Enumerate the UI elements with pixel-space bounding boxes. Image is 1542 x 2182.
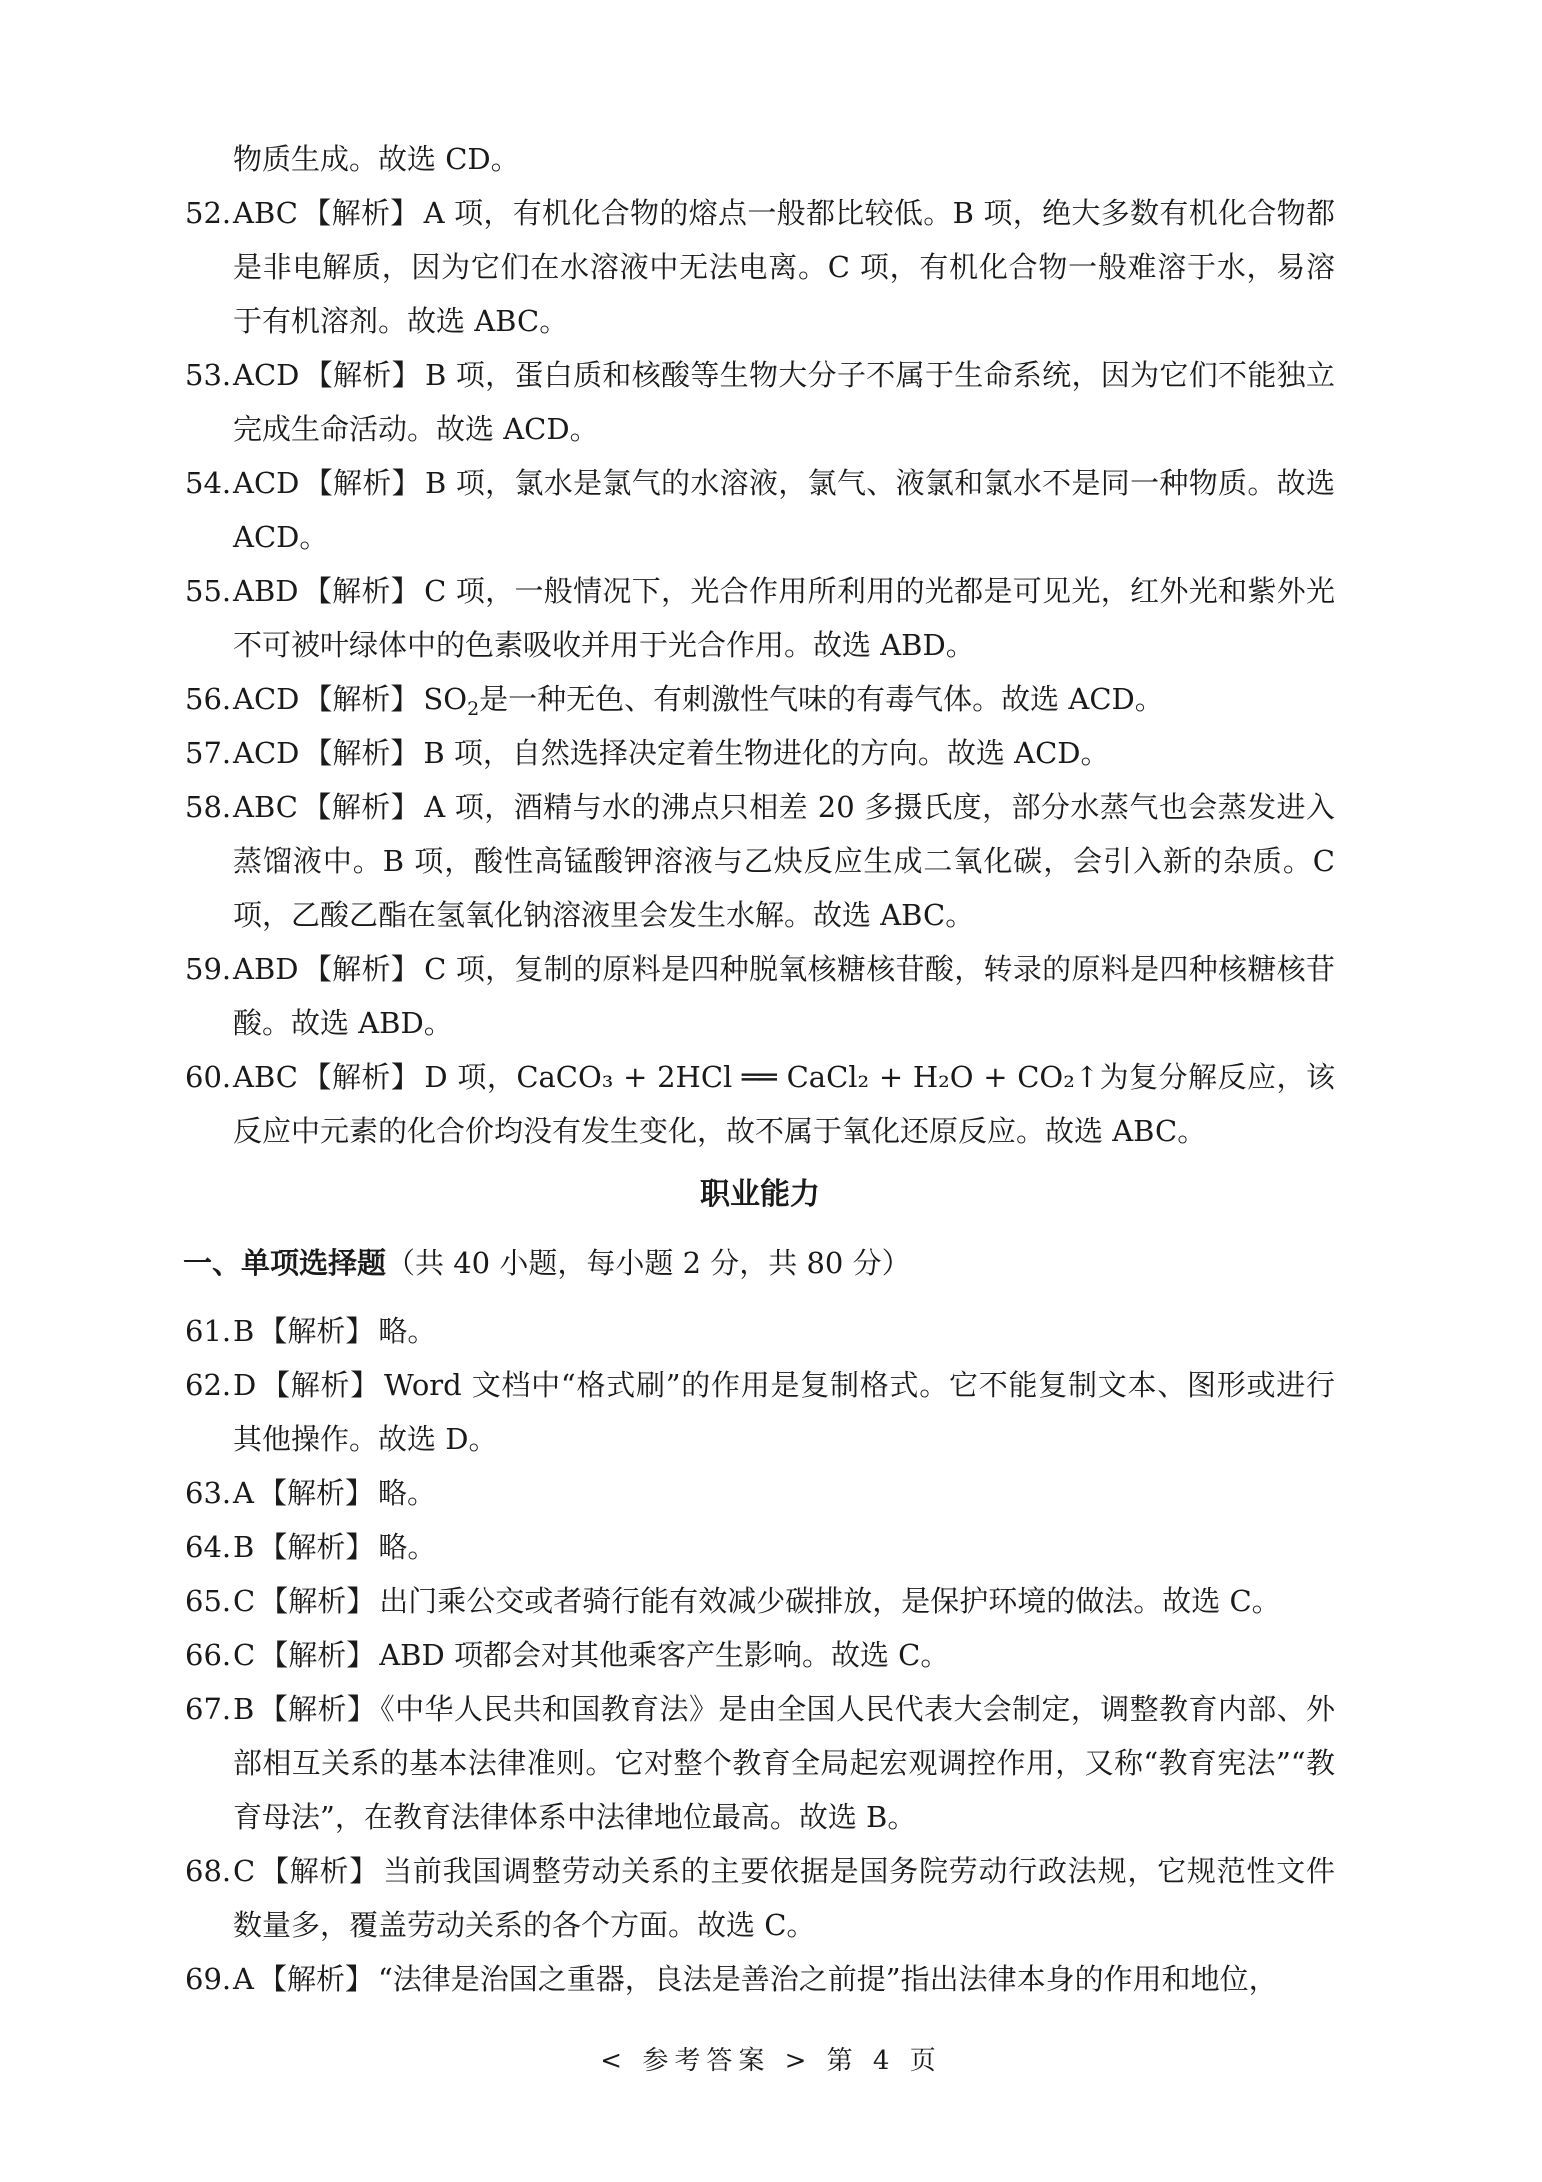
analysis-tag: 【解析】 — [301, 790, 421, 824]
analysis-tag: 【解析】 — [257, 1962, 374, 1996]
item-text: B 项，氯水是氯气的水溶液，氯气、液氯和氯水不是同一种物质。故选 ACD。 — [233, 466, 1345, 554]
item-number: 61. — [185, 1314, 232, 1348]
item-number: 64. — [185, 1530, 232, 1564]
analysis-tag: 【解析】 — [303, 682, 420, 716]
answer-item — [185, 1628, 1335, 1682]
analysis-tag: 【解析】 — [303, 466, 421, 500]
answer-item-60 — [185, 1050, 1335, 1158]
item-body — [233, 780, 1345, 942]
item-answer: ACD — [233, 682, 300, 716]
answer-item — [185, 726, 1335, 780]
item-number: 55. — [185, 574, 232, 608]
analysis-tag: 【解析】 — [303, 358, 421, 392]
analysis-tag: 【解析】 — [258, 1692, 377, 1726]
item-text: 是一种无色、有刺激性气味的有毒气体。故选 ACD。 — [479, 682, 1164, 716]
formula-so2: $SO_2$ — [423, 682, 480, 720]
answer-item — [185, 1358, 1335, 1466]
item-number: 63. — [185, 1476, 232, 1510]
item-text: C 项，一般情况下，光合作用所利用的光都是可见光，红外光和紫外光不可被叶绿体中的色素吸收并用于光合作用。故选 ABD。 — [233, 574, 1335, 662]
item-body: ABC 【解析】 D 项，CaCO₃ + 2HCl ══ CaCl₂ + H₂O + CO₂↑为复分解反应，该反应中元素的化合价均没有发生变化，故不属于氧化还原反应。故选 ABC。 — [233, 1060, 1335, 1148]
item-text: 《中华人民共和国教育法》是由全国人民代表大会制定，调整教育内部、外部相互关系的基本法律准则。它对整个教育全局起宏观调控作用，又称“教育宪法”“教育母法”，在教育法律体系中法律地位最高。故选 B。 — [233, 1692, 1335, 1834]
item-body — [233, 942, 1335, 1050]
item-text: 当前我国调整劳动关系的主要依据是国务院劳动行政法规，它规范性文件数量多，覆盖劳动关系的各个方面。故选 C。 — [233, 1854, 1335, 1942]
item-number: 66. — [185, 1638, 232, 1672]
analysis-tag: 【解析】 — [302, 574, 421, 608]
item-body — [233, 456, 1345, 564]
answer-list-vocational — [185, 1304, 1335, 2006]
item-body — [233, 1844, 1335, 1952]
item-answer: D — [233, 1368, 257, 1402]
item-answer: ACD — [233, 736, 300, 770]
item-text: “法律是治国之重器，良法是善治之前提”指出法律本身的作用和地位， — [377, 1962, 1278, 1996]
item-body — [233, 1952, 1335, 2006]
analysis-tag: 【解析】 — [259, 1638, 376, 1672]
answer-page — [183, 132, 1345, 2006]
part-heading — [183, 1236, 1335, 1290]
analysis-tag: 【解析】 — [259, 1854, 380, 1888]
answer-item — [185, 1844, 1335, 1952]
item-number: 58. — [185, 790, 232, 824]
item-text: Word 文档中“格式刷”的作用是复制格式。它不能复制文本、图形或进行其他操作。故选 D。 — [233, 1368, 1335, 1456]
item-body — [233, 348, 1335, 456]
analysis-tag: 【解析】 — [303, 736, 420, 770]
item-answer: ACD — [233, 358, 300, 392]
item-number: 60. — [185, 1060, 232, 1094]
item-body — [233, 1358, 1335, 1466]
item-number: 57. — [185, 736, 232, 770]
item-answer: A — [233, 1962, 254, 1996]
item-body — [233, 186, 1335, 348]
item-answer: C — [233, 1584, 256, 1618]
item-number: 54. — [185, 466, 232, 500]
analysis-tag: 【解析】 — [302, 952, 421, 986]
answer-item — [185, 1574, 1335, 1628]
analysis-tag: 【解析】 — [257, 1476, 374, 1510]
item-body — [233, 726, 1335, 780]
item-number: 52. — [185, 196, 232, 230]
answer-item — [185, 780, 1345, 942]
item-answer: ABC — [233, 196, 298, 230]
part-heading-detail: （共 40 小题，每小题 2 分，共 80 分） — [386, 1246, 911, 1280]
item-text: 略。 — [378, 1530, 437, 1564]
item-body — [233, 1304, 1335, 1358]
item-answer: ABC — [233, 1060, 298, 1094]
item-answer: ABD — [233, 574, 299, 608]
answer-item — [185, 348, 1335, 456]
chemical-equation: CaCO₃ + 2HCl ══ CaCl₂ + H₂O + CO₂↑ — [516, 1060, 1100, 1094]
item-number: 56. — [185, 682, 232, 716]
analysis-tag: 【解析】 — [301, 1060, 421, 1094]
item-answer: ABC — [233, 790, 298, 824]
answer-list-chemistry-biology — [185, 186, 1345, 672]
analysis-tag: 【解析】 — [258, 1530, 375, 1564]
item-number: 65. — [185, 1584, 232, 1618]
item-text: 为复分解反应，该反应中元素的化合价均没有发生变化，故不属于氧化还原反应。故选 ABC。 — [233, 1060, 1335, 1148]
item-body — [233, 1574, 1335, 1628]
answer-item — [185, 564, 1335, 672]
answer-item — [185, 186, 1335, 348]
item-number: 67. — [185, 1692, 232, 1726]
analysis-tag: 【解析】 — [258, 1314, 375, 1348]
continuation-text: 物质生成。故选 CD。 — [233, 142, 520, 176]
item-text: 略。 — [378, 1314, 437, 1348]
answer-list-continued — [185, 726, 1345, 1050]
analysis-tag: 【解析】 — [260, 1368, 380, 1402]
item-text: A 项，有机化合物的熔点一般都比较低。B 项，绝大多数有机化合物都是非电解质，因为它们在水溶液中无法电离。C 项，有机化合物一般难溶于水，易溶于有机溶剂。故选 ABC。 — [233, 196, 1335, 338]
item-answer: C — [233, 1638, 256, 1672]
item-answer: A — [233, 1476, 254, 1510]
item-text: C 项，复制的原料是四种脱氧核糖核苷酸，转录的原料是四种核糖核苷酸。故选 ABD。 — [233, 952, 1335, 1040]
answer-item — [185, 1952, 1335, 2006]
item-body — [233, 1466, 1335, 1520]
item-number: 53. — [185, 358, 232, 392]
item-answer: C — [233, 1854, 256, 1888]
item-answer: B — [233, 1314, 255, 1348]
answer-item — [185, 1682, 1335, 1844]
item-body — [233, 1520, 1335, 1574]
analysis-tag: 【解析】 — [301, 196, 420, 230]
answer-item — [185, 456, 1345, 564]
answer-item — [185, 1304, 1335, 1358]
item-number: 62. — [185, 1368, 232, 1402]
item-text: B 项，蛋白质和核酸等生物大分子不属于生命系统，因为它们不能独立完成生命活动。故选 ACD。 — [233, 358, 1335, 446]
item-answer: ACD — [233, 466, 300, 500]
item-text: ABD 项都会对其他乘客产生影响。故选 C。 — [379, 1638, 950, 1672]
item-body — [233, 1628, 1335, 1682]
item-body — [233, 672, 1335, 726]
answer-item — [185, 1520, 1335, 1574]
answer-item-56 — [185, 672, 1335, 726]
item-answer: B — [233, 1530, 255, 1564]
item-answer: B — [233, 1692, 255, 1726]
part-heading-title: 一、单项选择题 — [183, 1246, 387, 1280]
item-text: 略。 — [377, 1476, 436, 1510]
item-answer: ABD — [233, 952, 299, 986]
answer-item — [185, 1466, 1335, 1520]
item-body — [233, 1682, 1335, 1844]
item-text: B 项，自然选择决定着生物进化的方向。故选 ACD。 — [423, 736, 1110, 770]
item-number: 69. — [185, 1962, 232, 1996]
item-number: 68. — [185, 1854, 232, 1888]
item-text: A 项，酒精与水的沸点只相差 20 多摄氏度，部分水蒸气也会蒸发进入蒸馏液中。B 项，酸性高锰酸钾溶液与乙炔反应生成二氧化碳，会引入新的杂质。C 项，乙酸乙酯在氢氧化钠溶液里会发生水解。故选 ABC。 — [233, 790, 1345, 932]
page-footer: < 参考答案 > 第 4 页 — [600, 2046, 942, 2076]
item-number: 59. — [185, 952, 232, 986]
section-title: 职业能力 — [700, 1177, 820, 1212]
item-text: 出门乘公交或者骑行能有效减少碳排放，是保护环境的做法。故选 C。 — [379, 1584, 1281, 1618]
analysis-tag: 【解析】 — [259, 1584, 376, 1618]
item-body — [233, 564, 1335, 672]
answer-item — [185, 942, 1335, 1050]
